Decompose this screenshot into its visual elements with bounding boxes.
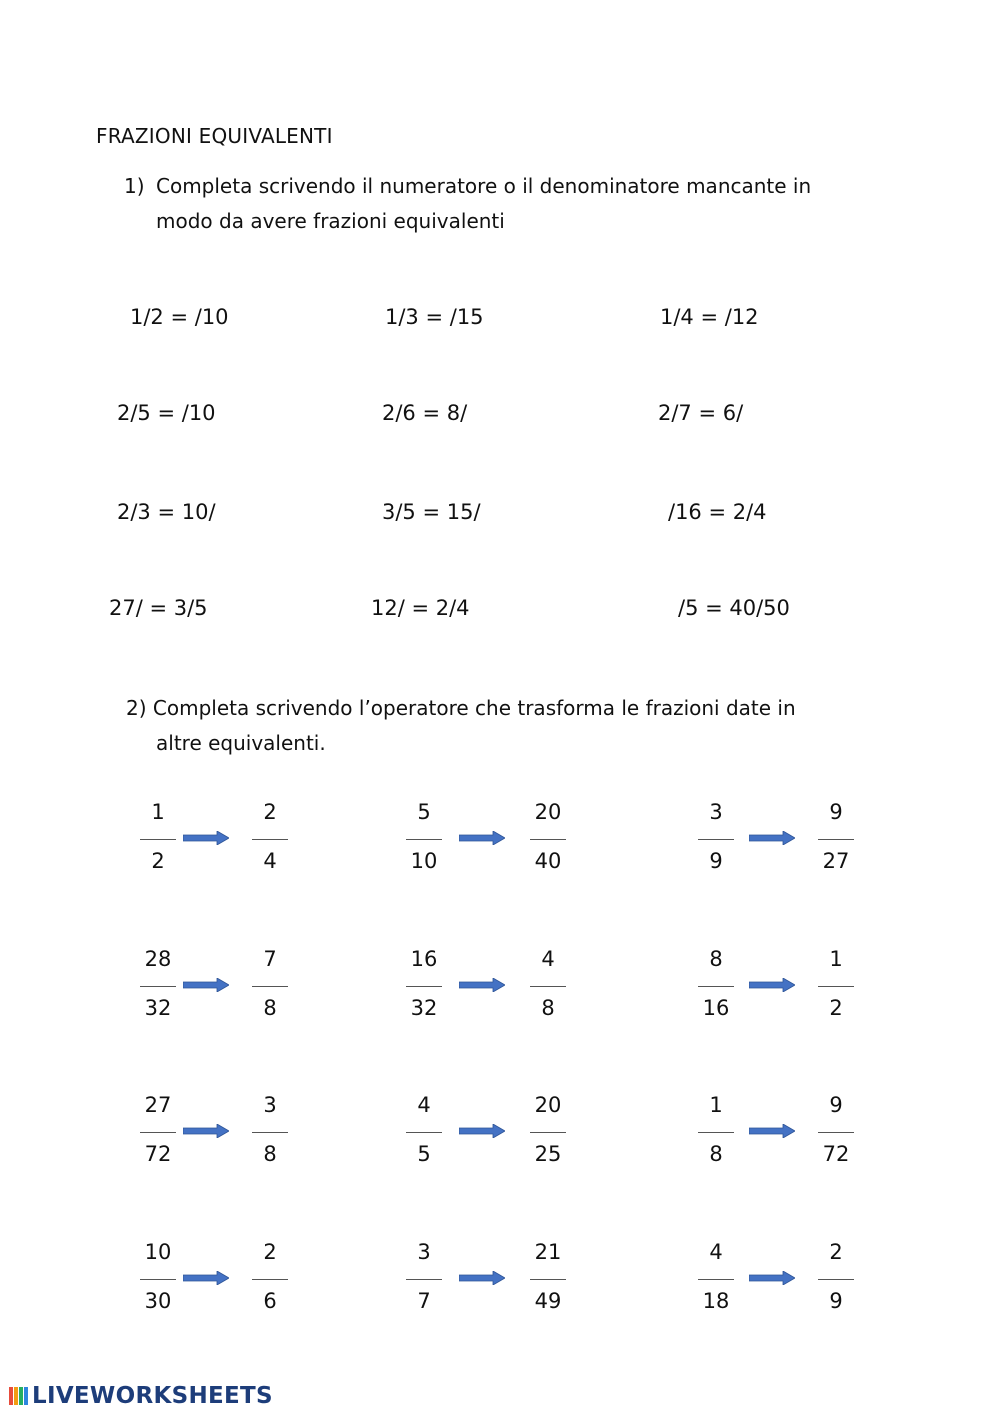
fraction-numerator: 3 <box>417 1240 431 1264</box>
fraction-denominator: 8 <box>263 996 277 1020</box>
equation-item: 12/ = 2/4 <box>371 596 470 620</box>
fraction-numerator: 4 <box>541 947 555 971</box>
fraction-bar <box>530 1132 566 1133</box>
fraction-bar <box>818 986 854 987</box>
fraction-denominator: 25 <box>534 1142 562 1166</box>
fraction-denominator: 8 <box>709 1142 723 1166</box>
fraction-bar <box>252 986 288 987</box>
equation-item: 2/7 = 6/ <box>658 401 744 425</box>
fraction-bar <box>140 986 176 987</box>
exercise1-number: 1) <box>124 174 145 198</box>
fraction-denominator: 6 <box>263 1289 277 1313</box>
right-arrow-icon <box>459 1271 505 1285</box>
right-arrow-icon <box>183 831 229 845</box>
equation-item: 1/3 = /15 <box>385 305 484 329</box>
fraction-denominator: 9 <box>829 1289 843 1313</box>
right-arrow-icon <box>749 978 795 992</box>
fraction-bar <box>698 1132 734 1133</box>
fraction-numerator: 27 <box>144 1093 172 1117</box>
fraction-denominator: 32 <box>410 996 438 1020</box>
fraction-numerator: 20 <box>534 1093 562 1117</box>
fraction-bar <box>406 986 442 987</box>
fraction-numerator: 3 <box>709 800 723 824</box>
fraction-numerator: 1 <box>829 947 843 971</box>
fraction-numerator: 8 <box>709 947 723 971</box>
page-title: FRAZIONI EQUIVALENTI <box>96 124 333 148</box>
fraction-denominator: 27 <box>822 849 850 873</box>
equation-item: 2/3 = 10/ <box>117 500 216 524</box>
fraction-bar <box>140 1132 176 1133</box>
right-arrow-icon <box>183 978 229 992</box>
fraction-numerator: 1 <box>709 1093 723 1117</box>
right-arrow-icon <box>459 978 505 992</box>
logo-text: LIVEWORKSHEETS <box>32 1383 273 1409</box>
equation-item: 27/ = 3/5 <box>109 596 208 620</box>
right-arrow-icon <box>749 1124 795 1138</box>
fraction-numerator: 2 <box>829 1240 843 1264</box>
fraction-bar <box>406 1279 442 1280</box>
fraction-denominator: 8 <box>263 1142 277 1166</box>
fraction-bar <box>406 839 442 840</box>
fraction-denominator: 72 <box>144 1142 172 1166</box>
exercise2-instruction-line2: altre equivalenti. <box>156 731 326 755</box>
fraction-denominator: 2 <box>829 996 843 1020</box>
equation-item: 3/5 = 15/ <box>382 500 481 524</box>
fraction-bar <box>530 1279 566 1280</box>
fraction-bar <box>698 986 734 987</box>
fraction-numerator: 2 <box>263 800 277 824</box>
fraction-bar <box>818 1132 854 1133</box>
fraction-numerator: 3 <box>263 1093 277 1117</box>
fraction-denominator: 49 <box>534 1289 562 1313</box>
fraction-denominator: 5 <box>417 1142 431 1166</box>
equation-item: /5 = 40/50 <box>678 596 790 620</box>
fraction-numerator: 9 <box>829 800 843 824</box>
fraction-bar <box>698 839 734 840</box>
equation-item: /16 = 2/4 <box>668 500 767 524</box>
right-arrow-icon <box>183 1271 229 1285</box>
fraction-numerator: 5 <box>417 800 431 824</box>
fraction-numerator: 2 <box>263 1240 277 1264</box>
right-arrow-icon <box>459 831 505 845</box>
fraction-bar <box>252 1132 288 1133</box>
fraction-bar <box>252 839 288 840</box>
fraction-numerator: 28 <box>144 947 172 971</box>
right-arrow-icon <box>459 1124 505 1138</box>
fraction-bar <box>530 839 566 840</box>
fraction-numerator: 10 <box>144 1240 172 1264</box>
right-arrow-icon <box>749 831 795 845</box>
fraction-bar <box>252 1279 288 1280</box>
liveworksheets-logo-icon <box>8 1384 30 1408</box>
fraction-denominator: 18 <box>702 1289 730 1313</box>
fraction-denominator: 16 <box>702 996 730 1020</box>
right-arrow-icon <box>749 1271 795 1285</box>
fraction-numerator: 4 <box>417 1093 431 1117</box>
exercise1-instruction-line1: Completa scrivendo il numeratore o il denominatore mancante in <box>156 174 812 198</box>
fraction-numerator: 21 <box>534 1240 562 1264</box>
fraction-denominator: 10 <box>410 849 438 873</box>
fraction-denominator: 40 <box>534 849 562 873</box>
fraction-denominator: 4 <box>263 849 277 873</box>
fraction-numerator: 7 <box>263 947 277 971</box>
fraction-numerator: 16 <box>410 947 438 971</box>
exercise2-instruction-line1: 2) Completa scrivendo l’operatore che trasforma le frazioni date in <box>126 696 796 720</box>
fraction-denominator: 32 <box>144 996 172 1020</box>
fraction-bar <box>818 1279 854 1280</box>
fraction-denominator: 9 <box>709 849 723 873</box>
fraction-denominator: 8 <box>541 996 555 1020</box>
equation-item: 2/5 = /10 <box>117 401 216 425</box>
fraction-numerator: 9 <box>829 1093 843 1117</box>
right-arrow-icon <box>183 1124 229 1138</box>
fraction-bar <box>818 839 854 840</box>
fraction-bar <box>140 1279 176 1280</box>
fraction-bar <box>406 1132 442 1133</box>
footer-logo <box>8 1380 273 1412</box>
fraction-denominator: 7 <box>417 1289 431 1313</box>
fraction-bar <box>140 839 176 840</box>
fraction-denominator: 30 <box>144 1289 172 1313</box>
exercise1-instruction-line2: modo da avere frazioni equivalenti <box>156 209 505 233</box>
fraction-bar <box>698 1279 734 1280</box>
fraction-numerator: 4 <box>709 1240 723 1264</box>
equation-item: 1/4 = /12 <box>660 305 759 329</box>
fraction-numerator: 1 <box>151 800 165 824</box>
equation-item: 2/6 = 8/ <box>382 401 468 425</box>
fraction-denominator: 2 <box>151 849 165 873</box>
fraction-numerator: 20 <box>534 800 562 824</box>
equation-item: 1/2 = /10 <box>130 305 229 329</box>
fraction-denominator: 72 <box>822 1142 850 1166</box>
fraction-bar <box>530 986 566 987</box>
